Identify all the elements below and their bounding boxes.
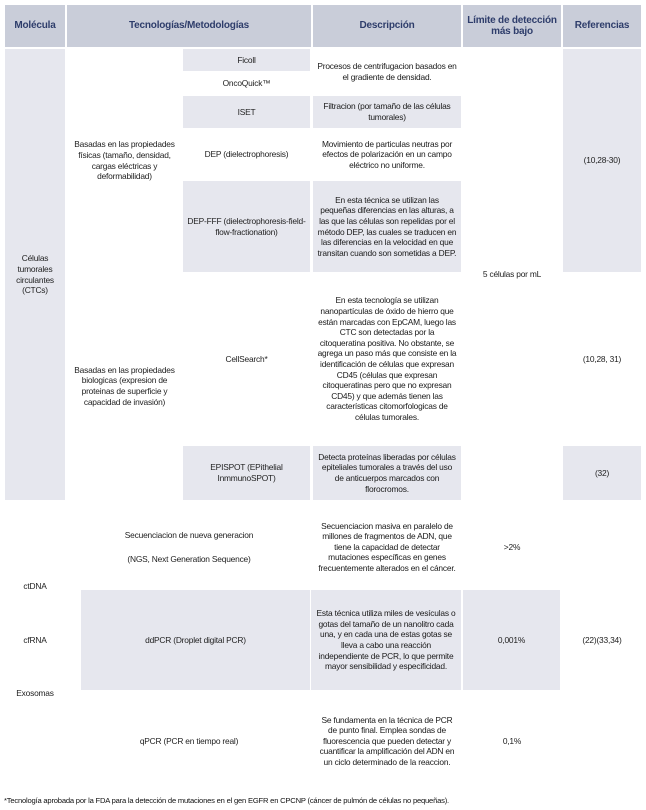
tech-ddpcr: ddPCR (Droplet digital PCR) (81, 590, 310, 690)
molecula-cfrna: cfRNA (23, 634, 47, 645)
tech-ngs-abbr: (NGS, Next Generation Sequence) (127, 553, 251, 564)
ref-epispot: (32) (563, 446, 641, 500)
tech-ngs (67, 505, 311, 589)
molecula-ctc: Células tumorales circulantes (CTCs) (5, 49, 65, 500)
desc-qpcr: Se fundamenta en la técnica de PCR de punto final. Emplea sondas de fluorescencia que pueden detectar y cuantificar la amplificación del ADN en un ciclo determinado de la reaccion. (319, 714, 455, 767)
limite-qpcr: 0,1% (502, 735, 522, 746)
header-limite: Límite de detección más bajo (463, 5, 561, 47)
header-tecnologias: Tecnologías/Metodologías (67, 5, 311, 47)
ref-cellsearch: (10,28, 31) (582, 353, 622, 364)
group-biologicas: Basadas en las propiedades biologicas (expresion de proteinas de superficie y capacidad de invasión) (74, 364, 175, 407)
tech-dep-fff: DEP-FFF (dielectrophoresis-field-flow-fractionation) (183, 181, 310, 272)
group-fisicas: Basadas en las propiedades físicas (tamaño, densidad, cargas eléctricas y deformabilidad) (74, 139, 175, 182)
molecula-list (5, 560, 65, 720)
desc-dep: Movimiento de particulas neutras por efectos de polarización en un campo eléctrico no uniforme. (321, 138, 453, 170)
tech-epispot: EPISPOT (EPithelial InmmunoSPOT) (183, 446, 310, 500)
desc-ddpcr: Esta técnica utiliza miles de vesículas o gotas del tamaño de un nanolitro cada una, y en cada una de estas gotas se lleva a cabo una reacción independiente de PCR, lo que permite mayor sensibilidad y especificidad. (311, 590, 461, 690)
limite-ddpcr: 0,001% (463, 590, 560, 690)
desc-iset: Filtracion (por tamaño de las células tumorales) (313, 96, 461, 128)
header-descripcion: Descripción (313, 5, 461, 47)
tech-iset: ISET (183, 96, 310, 128)
desc-epispot: Detecta proteínas liberadas por células epiteliales tumorales a través del uso de anticuerpos marcados con florocromos. (313, 446, 461, 500)
molecula-ctdna: ctDNA (23, 581, 47, 592)
footnote: *Tecnología aprobada por la FDA para la detección de mutaciones en el gen EGFR en CPCNP (cáncer de pulmón de células no pequeñas). (4, 796, 449, 805)
tech-ficoll: Ficoll (183, 49, 310, 71)
limite-ngs: >2% (503, 541, 521, 552)
tech-ngs-name: Secuenciacion de nueva generacion (124, 529, 254, 540)
limite-ctc: 5 células por mL (482, 269, 542, 280)
molecula-exosomas: Exosomas (16, 688, 54, 699)
ref-acidos: (22)(33,34) (582, 634, 622, 645)
header-referencias: Referencias (563, 5, 641, 47)
desc-centrifugacion: Procesos de centrifugacion basados en el gradiente de densidad. (317, 61, 457, 82)
tech-qpcr: qPCR (PCR en tiempo real) (139, 735, 239, 746)
desc-ngs: Secuenciacion masiva en paralelo de millones de fragmentos de ADN, que tiene la capacidad de detectar mutaciones específicas en genes frecuentemente alterados en el cáncer. (318, 520, 456, 573)
tech-oncoquick: OncoQuick™ (222, 77, 271, 88)
desc-dep-fff: En esta técnica se utilizan las pequeñas diferencias en las alturas, a las que las células son repelidas por el método DEP, las cuales se traducen en las diferencias en la velocidad en que transitan cuando son sometidas a DEP. (313, 181, 461, 272)
tech-dep: DEP (dielectrophoresis) (204, 149, 289, 160)
desc-cellsearch: En esta tecnología se utilizan nanopartículas de óxido de hierro que están marcadas con EpCAM, luego las CTC son detectadas por la citoqueratina positiva. No obstante, se agrega un paso más que consiste en la identificación de células que expresan CD45 (células que expresan citoqueratinas pero que no expresan CD45) y que además tienen las características citomorfologicas de células tumorales. (317, 295, 457, 422)
tech-cellsearch: CellSearch* (225, 353, 268, 364)
header-molecula: Molécula (5, 5, 65, 47)
ref-fisicas: (10,28-30) (563, 49, 641, 272)
